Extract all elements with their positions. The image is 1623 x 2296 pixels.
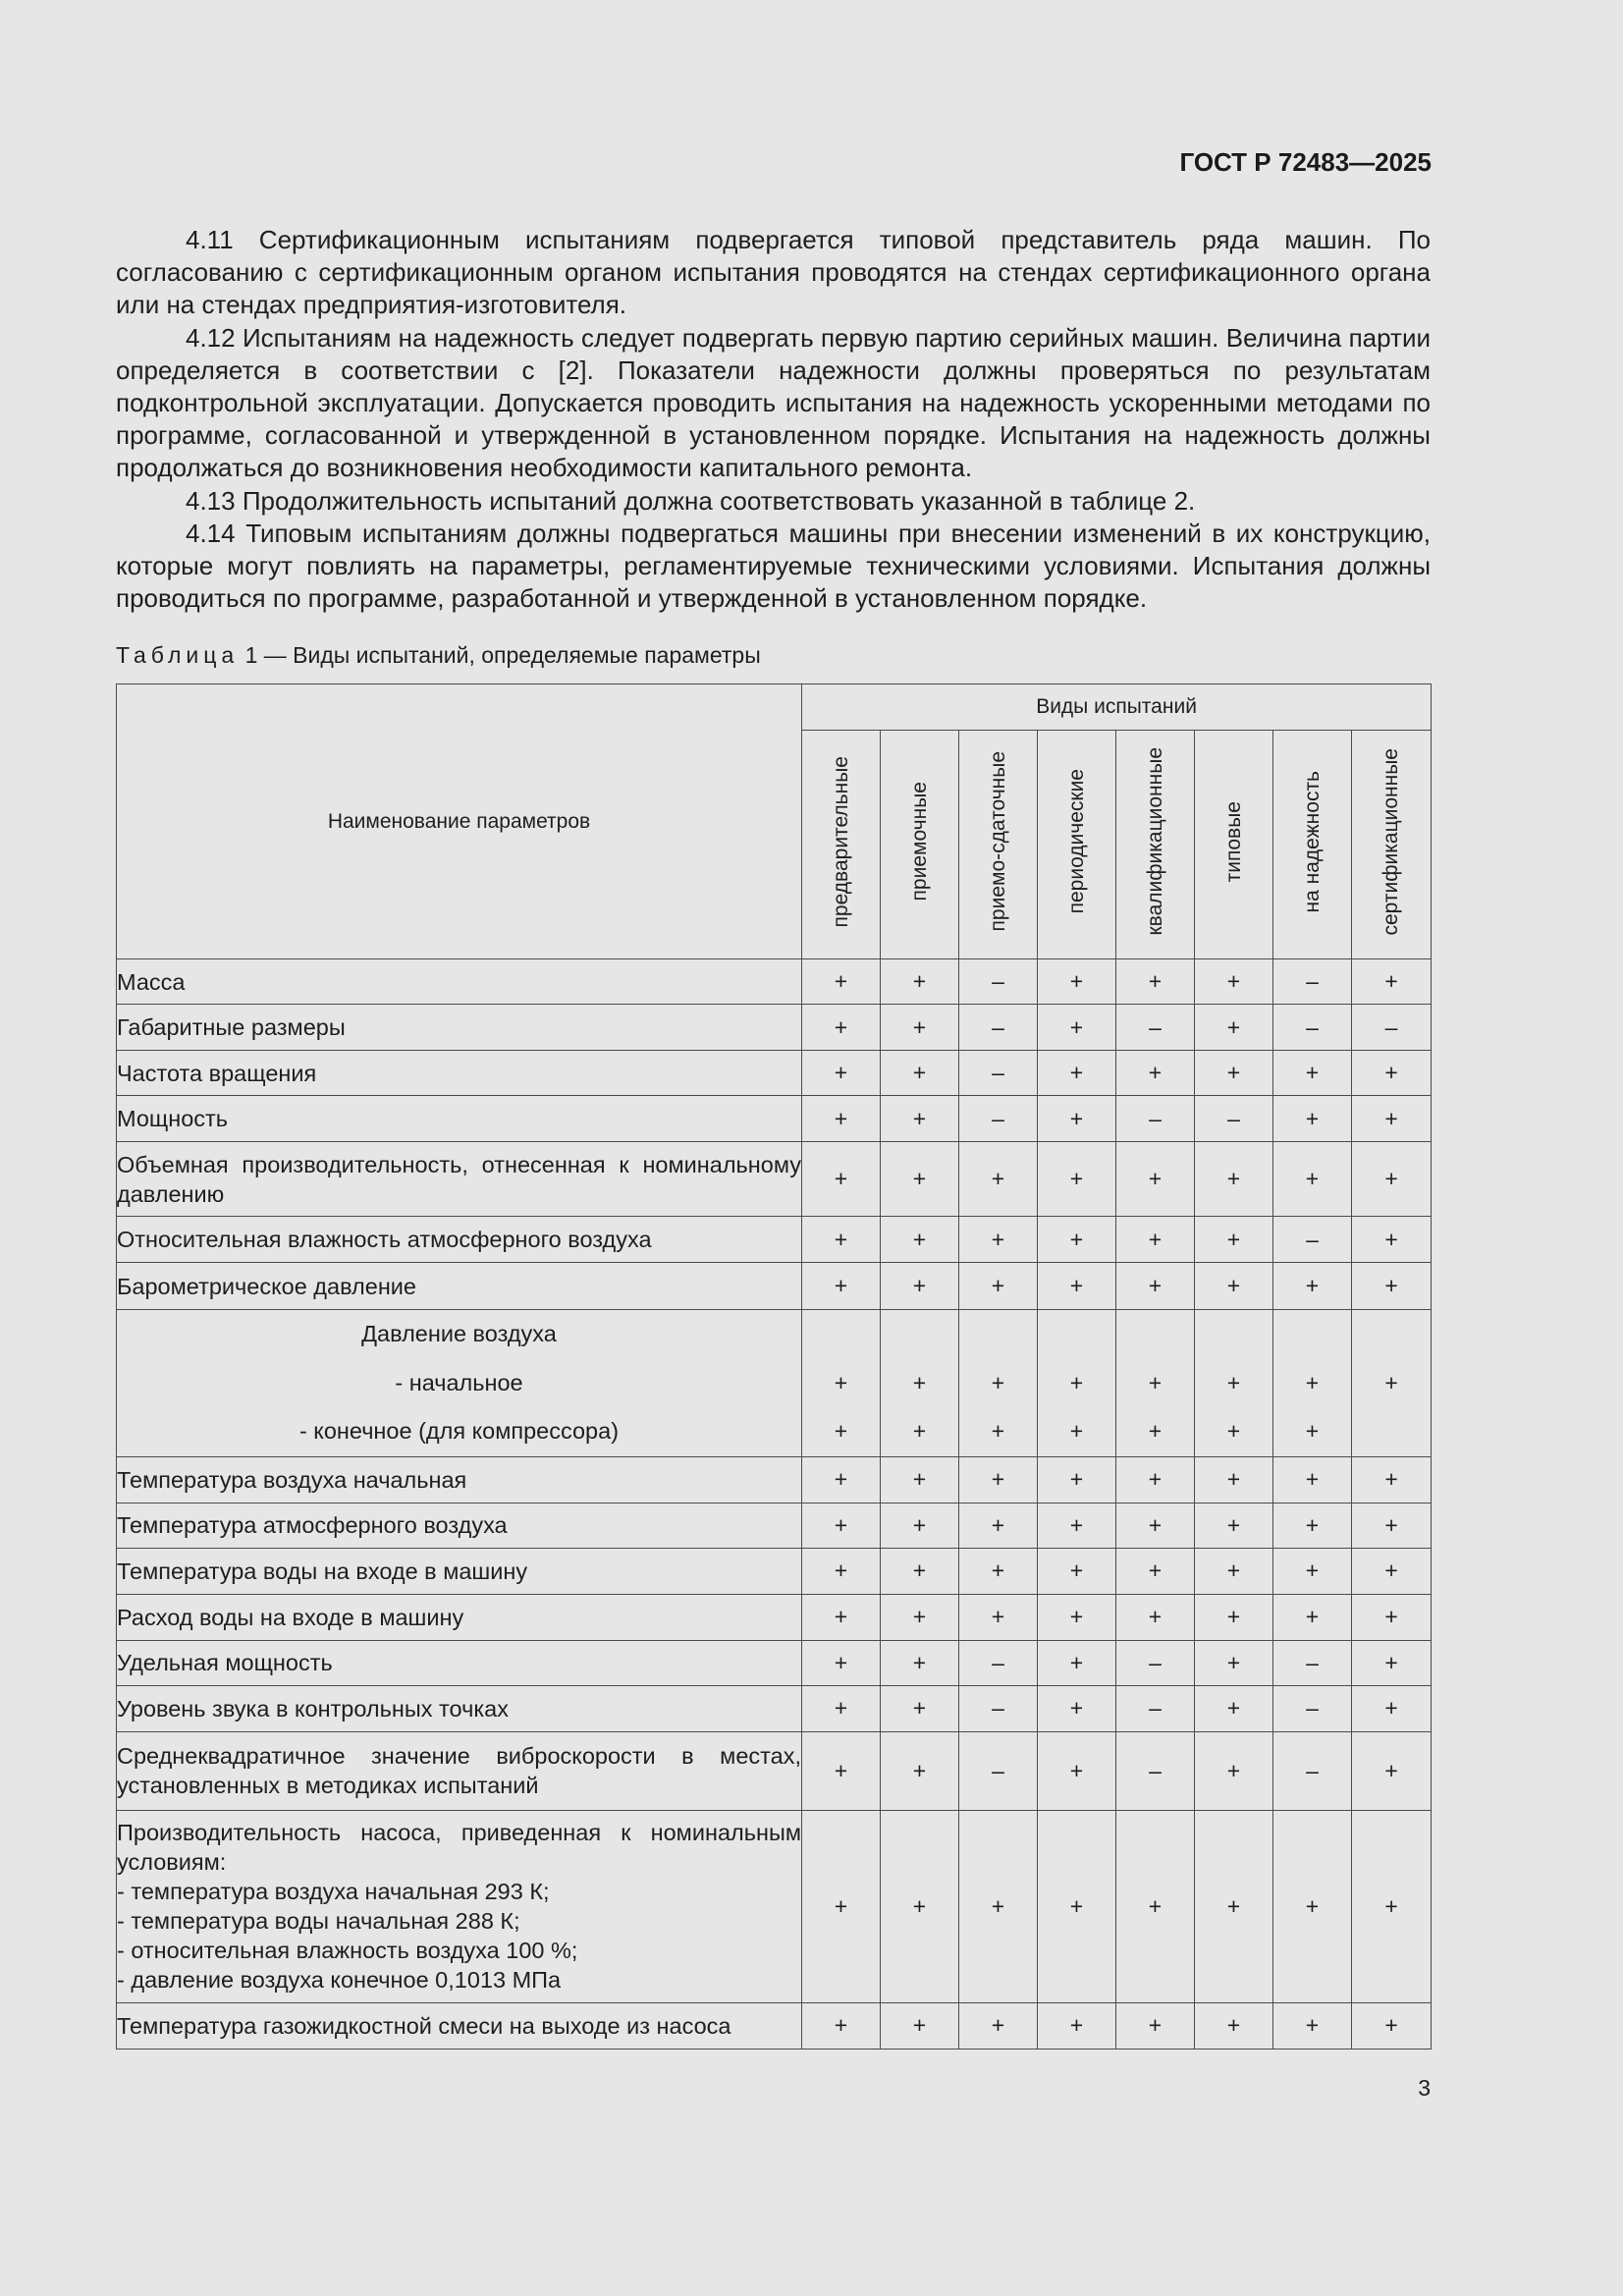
- mark-cell: +: [1195, 1810, 1273, 2002]
- parameter-subitem: - температура воздуха начальная 293 К;: [117, 1879, 550, 1904]
- column-header: на надежность: [1273, 731, 1352, 959]
- parameter-name: Давление воздуха - начальное - конечное (для компрессора): [117, 1310, 802, 1457]
- mark-cell: +: [1038, 1503, 1116, 1548]
- mark-cell: +: [881, 1263, 959, 1310]
- paragraph-4-13: 4.13 Продолжительность испытаний должна соответствовать указанной в таблице 2.: [186, 485, 1196, 516]
- mark-cell: +: [1038, 1548, 1116, 1594]
- mark-cell: –: [1273, 1685, 1352, 1731]
- mark-cell: –: [1273, 1217, 1352, 1263]
- mark-cell: +: [881, 1810, 959, 2002]
- tests-table: [116, 683, 1432, 2050]
- column-header: приемо-сдаточные: [959, 731, 1038, 959]
- mark-cell: +: [1352, 1685, 1432, 1731]
- document-header: ГОСТ Р 72483—2025: [1179, 147, 1432, 177]
- mark-cell: + +: [1195, 1310, 1273, 1457]
- mark-cell: +: [1116, 1548, 1195, 1594]
- parameter-name: Температура атмосферного воздуха: [117, 1503, 802, 1548]
- mark-cell: –: [1273, 1731, 1352, 1810]
- mark-cell: +: [1352, 1548, 1432, 1594]
- mark-cell: +: [802, 1810, 881, 2002]
- mark-cell: +: [802, 1217, 881, 1263]
- mark-cell: –: [1352, 1005, 1432, 1051]
- column-header: предварительные: [802, 731, 881, 959]
- paragraph-4-11: 4.11 Сертификационным испытаниям подвергается типовой представитель ряда машин. По согласованию с сертификационным органом испытания проводятся на стендах сертификационного органа или на стендах предприятия-изготовителя.: [116, 225, 1431, 320]
- table-row: [117, 959, 1432, 1005]
- mark-cell: –: [959, 1051, 1038, 1096]
- mark-cell: +: [959, 2002, 1038, 2049]
- table-row: [117, 1503, 1432, 1548]
- mark-cell: +: [1038, 1263, 1116, 1310]
- mark-cell: +: [1116, 1142, 1195, 1217]
- mark-cell: +: [1195, 1456, 1273, 1503]
- mark-cell: +: [881, 1456, 959, 1503]
- column-header: приемочные: [881, 731, 959, 959]
- page-number: 3: [1418, 2075, 1431, 2101]
- mark-cell: +: [802, 2002, 881, 2049]
- mark-cell: +: [1195, 959, 1273, 1005]
- mark-cell: +: [1038, 1005, 1116, 1051]
- mark-cell: –: [1273, 1640, 1352, 1685]
- mark-cell: +: [1273, 1810, 1352, 2002]
- parameter-name: Мощность: [117, 1096, 802, 1142]
- mark-cell: +: [802, 1005, 881, 1051]
- mark-cell: +: [1352, 1810, 1432, 2002]
- table-row: [117, 1051, 1432, 1096]
- mark-cell: +: [1116, 1594, 1195, 1640]
- mark-cell: + +: [881, 1310, 959, 1457]
- table-row: [117, 1731, 1432, 1810]
- mark-cell: –: [1116, 1731, 1195, 1810]
- mark-cell: +: [1273, 1503, 1352, 1548]
- body-text: [116, 224, 1431, 615]
- mark-cell: +: [802, 1051, 881, 1096]
- mark-cell: –: [959, 1096, 1038, 1142]
- mark-cell: +: [802, 1142, 881, 1217]
- mark-cell: +: [802, 1731, 881, 1810]
- mark-cell: +: [802, 1503, 881, 1548]
- mark-cell: –: [959, 1640, 1038, 1685]
- parameter-subitem: - конечное (для компрессора): [298, 1418, 620, 1444]
- kinds-header: Виды испытаний: [802, 684, 1432, 731]
- table-row: [117, 1810, 1432, 2002]
- mark-cell: +: [802, 1594, 881, 1640]
- mark-cell: + +: [802, 1310, 881, 1457]
- mark-cell: +: [1273, 1456, 1352, 1503]
- mark-cell: +: [1116, 1503, 1195, 1548]
- mark-cell: –: [959, 1685, 1038, 1731]
- mark-cell: +: [1116, 1456, 1195, 1503]
- parameter-name: Объемная производительность, отнесенная к номинальному давлению: [117, 1142, 802, 1217]
- mark-cell: +: [802, 1456, 881, 1503]
- mark-cell: +: [1352, 959, 1432, 1005]
- mark-cell: +: [1352, 2002, 1432, 2049]
- mark-cell: + +: [959, 1310, 1038, 1457]
- mark-cell: +: [1116, 1810, 1195, 2002]
- mark-cell: +: [881, 1096, 959, 1142]
- mark-cell: +: [959, 1142, 1038, 1217]
- parameter-name: Температура воздуха начальная: [117, 1456, 802, 1503]
- mark-cell: +: [1352, 1640, 1432, 1685]
- table-row: [117, 1548, 1432, 1594]
- mark-cell: +: [1352, 1731, 1432, 1810]
- mark-cell: +: [1038, 1731, 1116, 1810]
- mark-cell: +: [1273, 2002, 1352, 2049]
- table-caption-title: 1 — Виды испытаний, определяемые параметры: [244, 642, 761, 668]
- column-header: сертификационные: [1352, 731, 1432, 959]
- mark-cell: –: [1273, 959, 1352, 1005]
- table-row: [117, 1142, 1432, 1217]
- table-row: [117, 1594, 1432, 1640]
- table-row: [117, 2002, 1432, 2049]
- mark-cell: +: [1195, 1548, 1273, 1594]
- mark-cell: +: [802, 959, 881, 1005]
- mark-cell: +: [1195, 1263, 1273, 1310]
- mark-cell: +: [1195, 1051, 1273, 1096]
- parameter-name: Уровень звука в контрольных точках: [117, 1685, 802, 1731]
- table-row: [117, 1263, 1432, 1310]
- mark-cell: +: [1038, 1096, 1116, 1142]
- mark-cell: +: [1195, 1640, 1273, 1685]
- mark-cell: +: [881, 1051, 959, 1096]
- mark-cell: +: [1038, 1810, 1116, 2002]
- mark-cell: +: [1195, 1142, 1273, 1217]
- mark-cell: +: [881, 959, 959, 1005]
- mark-cell: +: [802, 1548, 881, 1594]
- parameter-subitem: - относительная влажность воздуха 100 %;: [117, 1938, 578, 1963]
- mark-cell: +: [959, 1594, 1038, 1640]
- paragraph-4-12: 4.12 Испытаниям на надежность следует подвергать первую партию серийных машин. Величина партии определяется в соответствии с [2]. Показатели надежности должны проверяться по результатам подконтрольной эксплуатации. Допускается проводить испытания на надежность ускоренными методами по программе, согласованной и утвержденной в установленном порядке. Испытания на надежность должны продолжаться до возникновения необходимости капитального ремонта.: [116, 322, 1431, 483]
- mark-cell: +: [881, 1731, 959, 1810]
- mark-cell: +: [1038, 1051, 1116, 1096]
- mark-cell: +: [1038, 959, 1116, 1005]
- mark-cell: –: [959, 959, 1038, 1005]
- mark-cell: +: [1195, 1005, 1273, 1051]
- mark-cell: +: [959, 1503, 1038, 1548]
- table-row: [117, 1005, 1432, 1051]
- parameter-name: Расход воды на входе в машину: [117, 1594, 802, 1640]
- mark-cell: +: [1273, 1051, 1352, 1096]
- mark-cell: +: [959, 1548, 1038, 1594]
- parameter-name: Удельная мощность: [117, 1640, 802, 1685]
- mark-cell: +: [1352, 1503, 1432, 1548]
- column-header: квалификационные: [1116, 731, 1195, 959]
- parameter-name: Частота вращения: [117, 1051, 802, 1096]
- mark-cell: –: [1273, 1005, 1352, 1051]
- mark-cell: +: [1195, 2002, 1273, 2049]
- mark-cell: +: [1352, 1594, 1432, 1640]
- table-caption: [116, 642, 761, 669]
- mark-cell: +: [1352, 1096, 1432, 1142]
- param-header: Наименование параметров: [117, 684, 802, 959]
- mark-cell: +: [1352, 1051, 1432, 1096]
- parameter-name: Барометрическое давление: [117, 1263, 802, 1310]
- mark-cell: +: [881, 1640, 959, 1685]
- mark-cell: +: [881, 1594, 959, 1640]
- table-row: [117, 1096, 1432, 1142]
- mark-cell: +: [959, 1456, 1038, 1503]
- mark-cell: +: [1116, 1051, 1195, 1096]
- mark-cell: +: [1273, 1548, 1352, 1594]
- table-caption-word: Таблица: [116, 642, 240, 668]
- mark-cell: +: [881, 1217, 959, 1263]
- mark-cell: +: [1352, 1142, 1432, 1217]
- table-row: [117, 1685, 1432, 1731]
- mark-cell: +: [1273, 1142, 1352, 1217]
- mark-cell: +: [959, 1810, 1038, 2002]
- parameter-subitem: - температура воды начальная 288 К;: [117, 1908, 520, 1934]
- mark-cell: –: [1116, 1685, 1195, 1731]
- mark-cell: –: [959, 1731, 1038, 1810]
- mark-cell: +: [1352, 1310, 1432, 1457]
- mark-cell: –: [1116, 1640, 1195, 1685]
- mark-cell: +: [1195, 1731, 1273, 1810]
- paragraph-4-14: 4.14 Типовым испытаниям должны подвергаться машины при внесении изменений в их конструкцию, которые могут повлиять на параметры, регламентируемые техническими условиями. Испытания должны проводиться по программе, разработанной и утвержденной в установленном порядке.: [116, 518, 1431, 614]
- parameter-name: Габаритные размеры: [117, 1005, 802, 1051]
- mark-cell: +: [1038, 1217, 1116, 1263]
- mark-cell: +: [1352, 1263, 1432, 1310]
- column-header: типовые: [1195, 731, 1273, 959]
- mark-cell: +: [881, 1685, 959, 1731]
- mark-cell: +: [802, 1640, 881, 1685]
- mark-cell: +: [802, 1096, 881, 1142]
- parameter-name: Масса: [117, 959, 802, 1005]
- mark-cell: +: [1116, 2002, 1195, 2049]
- mark-cell: +: [1195, 1217, 1273, 1263]
- parameter-name: Производительность насоса, приведенная к номинальным условиям: - температура воздуха начальная 293 К; - температура воды начальная 288 К; - относительная влажность воздуха 100 %; - давление воздуха конечное 0,1013 МПа: [117, 1810, 802, 2002]
- mark-cell: +: [1352, 1456, 1432, 1503]
- mark-cell: +: [959, 1217, 1038, 1263]
- mark-cell: + +: [1038, 1310, 1116, 1457]
- mark-cell: +: [1195, 1685, 1273, 1731]
- mark-cell: + +: [1273, 1310, 1352, 1457]
- table-row: [117, 1217, 1432, 1263]
- parameter-name: Среднеквадратичное значение виброскорости в местах, установленных в методиках испытаний: [117, 1731, 802, 1810]
- parameter-subitem: - начальное: [395, 1369, 523, 1395]
- mark-cell: +: [1116, 1263, 1195, 1310]
- mark-cell: +: [1038, 1142, 1116, 1217]
- mark-cell: +: [881, 2002, 959, 2049]
- parameter-subitem: - давление воздуха конечное 0,1013 МПа: [117, 1967, 562, 1993]
- parameter-name: Температура воды на входе в машину: [117, 1548, 802, 1594]
- mark-cell: +: [1038, 1456, 1116, 1503]
- mark-cell: –: [959, 1005, 1038, 1051]
- mark-cell: –: [1116, 1005, 1195, 1051]
- mark-cell: +: [881, 1005, 959, 1051]
- column-header: периодические: [1038, 731, 1116, 959]
- mark-cell: +: [1273, 1263, 1352, 1310]
- table-row: [117, 1310, 1432, 1457]
- mark-cell: +: [1116, 959, 1195, 1005]
- mark-cell: +: [1352, 1217, 1432, 1263]
- mark-cell: +: [1273, 1594, 1352, 1640]
- table-row: [117, 1456, 1432, 1503]
- mark-cell: +: [881, 1503, 959, 1548]
- mark-cell: +: [1195, 1594, 1273, 1640]
- mark-cell: +: [1116, 1217, 1195, 1263]
- mark-cell: +: [1273, 1096, 1352, 1142]
- mark-cell: +: [1038, 1640, 1116, 1685]
- mark-cell: +: [1195, 1503, 1273, 1548]
- parameter-name: Температура газожидкостной смеси на выходе из насоса: [117, 2002, 802, 2049]
- mark-cell: –: [1116, 1096, 1195, 1142]
- mark-cell: +: [881, 1548, 959, 1594]
- mark-cell: +: [959, 1263, 1038, 1310]
- mark-cell: +: [802, 1263, 881, 1310]
- table-row: [117, 1640, 1432, 1685]
- parameter-name: Относительная влажность атмосферного воздуха: [117, 1217, 802, 1263]
- mark-cell: +: [1038, 1685, 1116, 1731]
- mark-cell: +: [881, 1142, 959, 1217]
- mark-cell: +: [802, 1685, 881, 1731]
- mark-cell: +: [1038, 2002, 1116, 2049]
- mark-cell: + +: [1116, 1310, 1195, 1457]
- mark-cell: –: [1195, 1096, 1273, 1142]
- mark-cell: +: [1038, 1594, 1116, 1640]
